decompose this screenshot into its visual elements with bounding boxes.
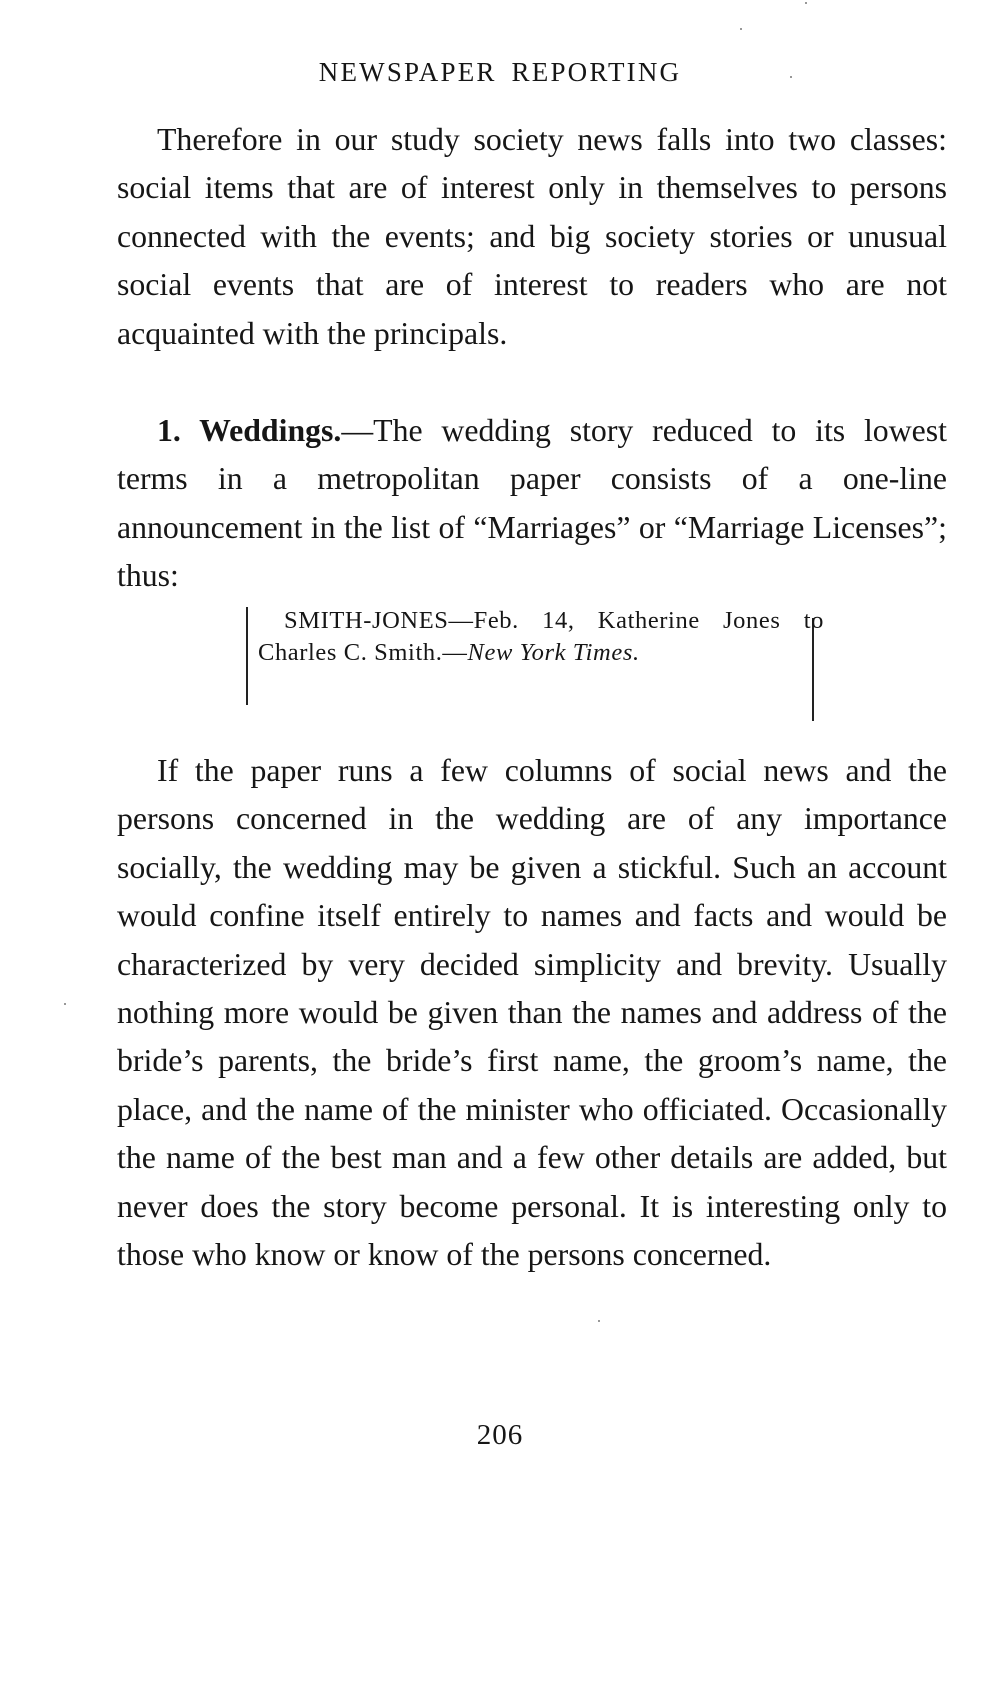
paper-speck	[740, 28, 742, 30]
paragraph-society-news-classes: Therefore in our study society news falls into two classes: social items that are of interest only in themselves to persons connected with the events; and big society stories or unusual social events that are of interest to readers who are not acquainted with the principals.	[117, 122, 947, 351]
paper-speck	[598, 1320, 600, 1322]
quote-source: New York Times.	[467, 639, 640, 666]
running-head: NEWSPAPER REPORTING	[318, 57, 682, 87]
paragraph-wedding-stickful: If the paper runs a few columns of social news and the persons concerned in the wedding are of any importance socially, the wedding may be given a stickful. Such an account would confine itself entirely to names and facts and would be characterized by very decided simplicity and brevity. Usually nothing more would be given than the names and address of the bride’s parents, the bride’s first name, the groom’s name, the place, and the name of the minister who officiated. Occasionally the name of the best man and a few other details are added, but never does the story become personal. It is interesting only to those who know or know of the persons concerned.	[117, 753, 947, 1273]
paper-speck	[805, 2, 807, 4]
section-label-weddings: 1. Weddings.	[157, 413, 342, 448]
paragraph-weddings	[117, 407, 947, 601]
paper-speck	[790, 76, 792, 78]
paper-speck	[64, 1003, 66, 1005]
quote-text: —Feb. 14, Katherine Jones to Charles C. Smith.—	[258, 607, 824, 666]
quote-heading: SMITH-JONES	[284, 607, 449, 634]
marriage-announcement-quote	[248, 605, 834, 669]
paragraph-weddings-text: —The wedding story reduced to its lowest terms in a metropolitan paper consists of a one-line announcement in the list of “Marriages” or “Marriage Licenses”; thus:	[117, 413, 947, 594]
page-number: 206	[476, 1419, 524, 1451]
